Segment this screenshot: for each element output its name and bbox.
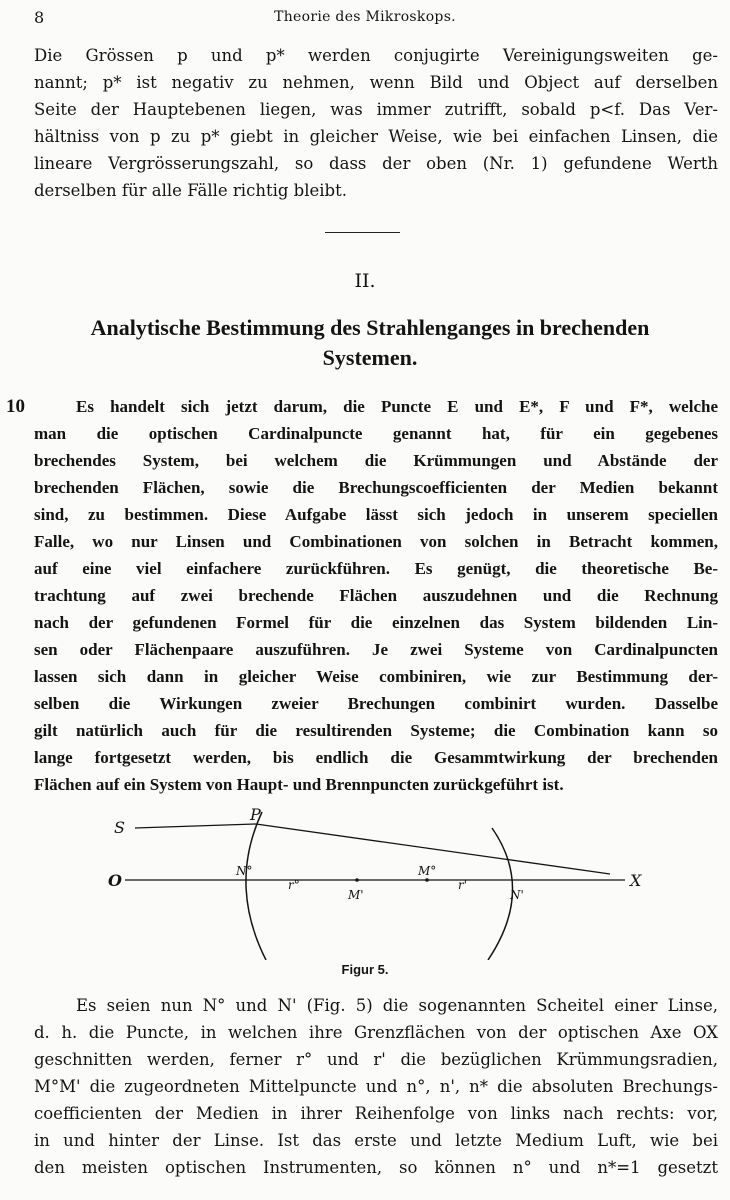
page-header (0, 8, 730, 30)
text-line: brechenden Flächen, sowie die Brechungscoefficienten der Medien bekannt (34, 478, 718, 497)
section-title-line-2: Systemen. (322, 345, 418, 370)
center-point-m0 (425, 878, 429, 882)
text-line: Die Grössen p und p* werden conjugirte Vereinigungsweiten ge- (34, 46, 718, 65)
paragraph-cardinal-points (34, 393, 718, 798)
center-point-m1 (355, 878, 359, 882)
text-line: lange fortgesetzt werden, bis endlich die Gesammtwirkung der brechenden (34, 748, 718, 767)
paragraph-lens-definitions (34, 992, 718, 1181)
text-line: brechendes System, bei welchem die Krümmungen und Abstände der (34, 451, 718, 470)
text-line: sen oder Flächenpaare auszuführen. Je zwei Systeme von Cardinalpuncten (34, 640, 718, 659)
label-x: X (630, 871, 642, 890)
label-m0: M° (418, 864, 437, 878)
label-m1: M' (348, 888, 364, 902)
section-number: II. (354, 270, 376, 292)
text-line: selben die Wirkungen zweier Brechungen combinirt wurden. Dasselbe (34, 694, 718, 713)
label-n0: N° (236, 864, 253, 878)
label-r1: r' (458, 878, 468, 892)
text-line: derselben für alle Fälle richtig bleibt. (34, 181, 347, 200)
text-line: coefficienten der Medien in ihrer Reihenfolge von links nach rechts: vor, (34, 1104, 718, 1123)
text-line: Flächen auf ein System von Haupt- und Brennpuncten zurückgeführt ist. (34, 775, 564, 794)
text-line: Es seien nun N° und N' (Fig. 5) die sogenannten Scheitel einer Linse, (76, 996, 718, 1015)
text-line: auf eine viel einfachere zurückführen. Es genügt, die theoretische Be- (34, 559, 718, 578)
lens-back-surface (488, 828, 513, 960)
lens-front-surface (246, 812, 266, 960)
text-line: nach der gefundenen Formel für die einzelnen das System bildenden Lin- (34, 613, 718, 632)
text-line: lassen sich dann in gleicher Weise combiniren, wie zur Bestimmung der- (34, 667, 718, 686)
text-line: Es handelt sich jetzt darum, die Puncte E und E*, F und F*, welche (76, 397, 718, 416)
text-line: in und hinter der Linse. Ist das erste und letzte Medium Luft, wie bei (34, 1131, 718, 1150)
label-n1: N' (510, 888, 524, 902)
section-title (20, 313, 720, 373)
running-title: Theorie des Mikroskops. (274, 9, 456, 25)
text-line: sind, zu bestimmen. Diese Aufgabe lässt sich jedoch in unserem speciellen (34, 505, 718, 524)
text-line: gilt natürlich auch für die resultirenden Systeme; die Combination kann so (34, 721, 718, 740)
text-line: Seite der Hauptebenen liegen, was immer zutrifft, sobald p<f. Das Ver- (34, 100, 718, 119)
lens-figure (0, 800, 730, 960)
text-line: hältniss von p zu p* giebt in gleicher Weise, wie bei einfachen Linsen, die (34, 127, 718, 146)
text-line: d. h. die Puncte, in welchen ihre Grenzflächen von der optischen Axe OX (34, 1023, 718, 1042)
incident-ray (135, 824, 256, 828)
text-line: Falle, wo nur Linsen und Combinationen von solchen in Betracht kommen, (34, 532, 718, 551)
text-line: den meisten optischen Instrumenten, so können n° und n*=1 gesetzt (34, 1158, 718, 1177)
label-s: S (114, 818, 125, 837)
margin-number: 10 (6, 396, 25, 417)
text-line: lineare Vergrösserungszahl, so dass der oben (Nr. 1) gefundene Werth (34, 154, 718, 173)
text-line: trachtung auf zwei brechende Flächen auszudehnen und die Rechnung (34, 586, 718, 605)
label-o: O (108, 871, 122, 890)
label-r0: r° (288, 878, 300, 892)
paragraph-conjugate-distances (34, 42, 718, 204)
text-line: geschnitten werden, ferner r° und r' die bezüglichen Krümmungsradien, (34, 1050, 718, 1069)
section-separator (325, 232, 400, 233)
section-title-line-1: Analytische Bestimmung des Strahlenganges in brechenden (90, 315, 650, 340)
text-line: man die optischen Cardinalpuncte genannt hat, für ein gegebenes (34, 424, 718, 443)
label-p: P (250, 805, 261, 824)
text-line: nannt; p* ist negativ zu nehmen, wenn Bild und Object auf derselben (34, 73, 718, 92)
text-line: M°M' die zugeordneten Mittelpuncte und n°, n', n* die absoluten Brechungs- (34, 1077, 718, 1096)
page-number: 8 (34, 8, 45, 27)
figure-caption: Figur 5. (341, 962, 389, 977)
